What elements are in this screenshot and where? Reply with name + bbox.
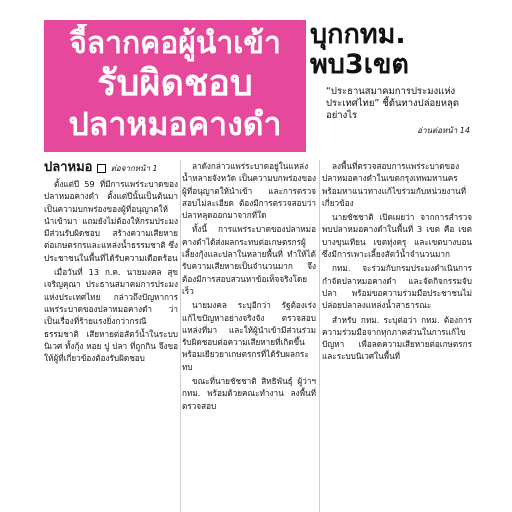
column-2-paragraph: ลาดังกล่าวแพร่ระบาดอยู่ในแหล่งน้ำหลายจังหวัด เป็นความบกพร่องของผู้ที่อนุญาตให้นำเข้า และการตรวจสอบไม่ละเอียด ต้องมีการตรวจสอบว่าปลาหลุดออกมาจากที่ใด xyxy=(182,161,316,221)
column-divider xyxy=(180,160,181,512)
article-column-1 xyxy=(44,160,178,512)
column-1-heading: ปลาหมอ xyxy=(44,160,93,175)
column-3-paragraph: สำหรับ กทม. ระบุต่อว่า กทม. ต้องการความร่วมมือจากทุกภาคส่วนในการแก้ไขปัญหา เพื่อลดความเสียหายต่อเกษตรกรและระบบนิเวศในพื้นที่ xyxy=(322,314,472,362)
column-1-heading-row xyxy=(44,160,178,176)
column-divider xyxy=(319,160,320,512)
headline-line-2: รับผิดชอบ xyxy=(97,64,253,104)
article-column-2 xyxy=(182,160,316,512)
side-headline-page-ref: อ่านต่อหน้า 14 xyxy=(417,126,470,135)
side-headline-subtext: “ประธานสมาคมการประมงแห่งประเทศไทย” ชี้ต้นทางปล่อยหลุดอย่างไร xyxy=(326,86,460,121)
column-1-continued-ref: ต่อจากหน้า 1 xyxy=(110,164,158,173)
side-headline-title-2: พบ3เขต xyxy=(310,50,409,80)
column-2-paragraph: ทั้งนี้ การแพร่ระบาดของปลาหมอคางดำได้ส่งผลกระทบต่อเกษตรกรผู้เลี้ยงกุ้งและปลาในหลายพื้นที่ ทำให้ได้รับความเสียหายเป็นจำนวนมาก จึงต้องมีการสอบสวนหาข้อเท็จจริงโดยเร็ว xyxy=(182,224,316,296)
column-3-paragraph: ลงพื้นที่ตรวจสอบการแพร่ระบาดของปลาหมอคางดำในเขตกรุงเทพมหานคร พร้อมหาแนวทางแก้ไขร่วมกับหน่วยงานที่เกี่ยวข้อง xyxy=(322,161,467,208)
column-1-paragraph: ตั้งแต่ปี 59 ที่มีการแพร่ระบาดของปลาหมอคางดำ ตั้งแต่ปีนั้นเป็นต้นมา เป็นความบกพร่องของผู้ที่อนุญาตให้นำเข้ามา แถมยังไม่ต้องให้กรมประมงมีส่วนรับผิดชอบ สร้างความเสียหายต่อเกษตรกรและแหล่งน้ำธรรมชาติ ซึ่งประชาชนในพื้นที่ได้รับความเดือดร้อน xyxy=(44,179,178,263)
headline-line-1: จี้ลากคอผู้นำเข้า xyxy=(69,26,281,61)
column-3-paragraph: นายชัชชาติ เปิดเผยว่า จากการสำรวจพบปลาหมอคางดำในพื้นที่ 3 เขต คือ เขตบางขุนเทียน เขตทุ่งครุ และเขตบางบอน ซึ่งมีการเพาะเลี้ยงสัตว์น้ำจำนวนมาก xyxy=(322,212,472,260)
column-1-paragraph: เมื่อวันที่ 13 ก.ค. นายมงคล สุขเจริญคุณา ประธานสมาคมการประมงแห่งประเทศไทย กล่าวถึงปัญหาการแพร่ระบาดของปลาหมอคางดำ ว่า เป็นเรื่องที่ร้ายแรงยิ่งกว่ากรณีธรรมชาติ เสียหายต่อสัตว์น้ำในระบบนิเวศ ทั้งกุ้ง หอย ปู ปลา ที่ถูกกิน จึงขอให้ผู้ที่เกี่ยวข้องต้องรับผิดชอบ xyxy=(44,267,178,364)
side-headline xyxy=(310,20,470,152)
headline-line-3: ปลาหมอคางดำ xyxy=(68,105,282,143)
square-bullet-icon xyxy=(97,164,106,173)
column-2-paragraph: นายมงคล ระบุอีกว่า รัฐต้องเร่งแก้ไขปัญหาอย่างจริงจัง ตรวจสอบแหล่งที่มา และให้ผู้นำเข้ามีส่วนร่วมรับผิดชอบต่อความเสียหายที่เกิดขึ้น พร้อมเยียวยาเกษตรกรที่ได้รับผลกระทบ xyxy=(182,300,316,372)
headline-banner xyxy=(44,20,306,152)
article-column-3 xyxy=(322,160,472,512)
side-headline-title-1: บุกกทม. xyxy=(310,20,406,50)
column-2-paragraph: ขณะที่นายชัชชาติ สิทธิพันธุ์ ผู้ว่าฯ กทม. พร้อมด้วยคณะทำงาน ลงพื้นที่ตรวจสอบ xyxy=(182,376,316,411)
column-3-paragraph: กทม. จะร่วมกับกรมประมงดำเนินการกำจัดปลาหมอคางดำ และจัดกิจกรรมจับปลา พร้อมขอความร่วมมือประชาชนไม่ปล่อยปลาลงแหล่งน้ำสาธารณะ xyxy=(322,263,472,311)
